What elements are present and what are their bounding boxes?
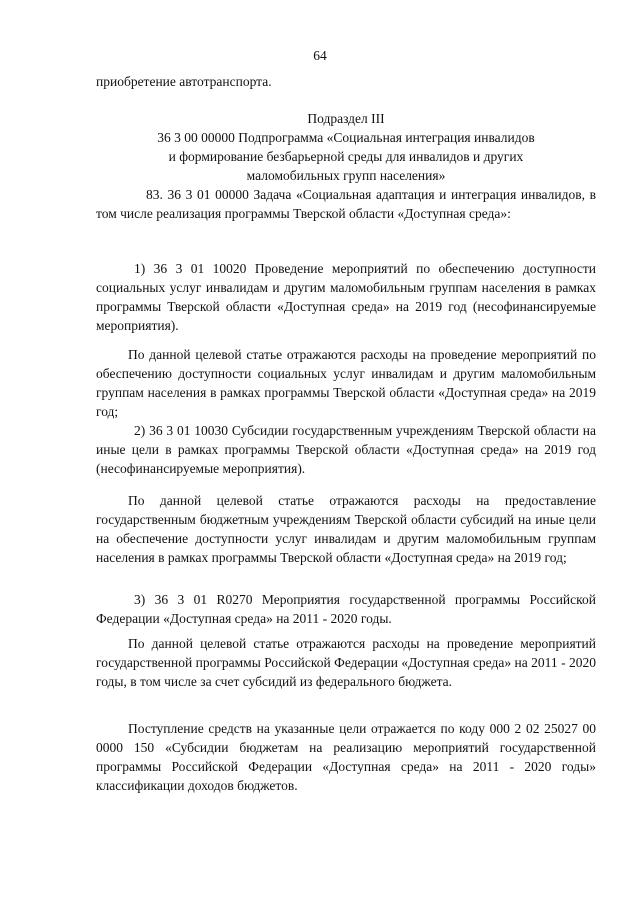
paragraph-description-1: По данной целевой статье отражаются расходы на проведение мероприятий по обеспечению доступности социальных услуг инвалидам и другим маломобильным группам населения в рамках программы Тверской области «Доступная среда» на 2019 год; <box>96 347 596 419</box>
subsection-heading <box>96 109 596 185</box>
paragraph-item-2: 2) 36 3 01 10030 Субсидии государственным учреждениям Тверской области на иные цели в рамках программы Тверской области «Доступная среда» на 2019 год (несофинансируемые мероприятия). <box>96 423 596 476</box>
paragraph-description-2: По данной целевой статье отражаются расходы на предоставление государственным бюджетным учреждениям Тверской области субсидий на иные цели на обеспечение доступности услуг инвалидам и другим маломобильным группам населения в рамках программы Тверской области «Доступная среда» на 2019 год; <box>96 493 596 565</box>
paragraph-item-3: 3) 36 3 01 R0270 Мероприятия государственной программы Российской Федерации «Доступная среда» на 2011 - 2020 годы. <box>96 592 596 626</box>
subsection-line-3: маломобильных групп населения» <box>246 168 446 183</box>
paragraph-description-3: По данной целевой статье отражаются расходы на проведение мероприятий государственной программы Российской Федерации «Доступная среда» на 2011 - 2020 годы, в том числе за счет субсидий из федерального бюджета. <box>96 636 596 689</box>
subsection-line-2: и формирование безбарьерной среды для инвалидов и других <box>168 149 524 164</box>
intro-line: приобретение автотранспорта. <box>96 74 272 89</box>
page-number: 64 <box>313 48 327 63</box>
subsection-line-1: 36 3 00 00000 Подпрограмма «Социальная интеграция инвалидов <box>157 130 535 145</box>
paragraph-item-1: 1) 36 3 01 10020 Проведение мероприятий по обеспечению доступности социальных услуг инвалидам и другим маломобильным группам населения в рамках программы Тверской области «Доступная среда» на 2019 год (несофинансируемые мероприятия). <box>96 261 596 333</box>
subsection-title: Подраздел III <box>307 111 385 126</box>
paragraph-income-code: Поступление средств на указанные цели отражается по коду 000 2 02 25027 00 0000 150 «Субсидии бюджетам на реализацию мероприятий государственной программы Российской Федерации «Доступная среда» на 2011 - 2020 годы» классификации доходов бюджетов. <box>96 721 596 793</box>
paragraph-task-83: 83. 36 3 01 00000 Задача «Социальная адаптация и интеграция инвалидов, в том числе реализация программы Тверской области «Доступная среда»: <box>96 187 596 221</box>
